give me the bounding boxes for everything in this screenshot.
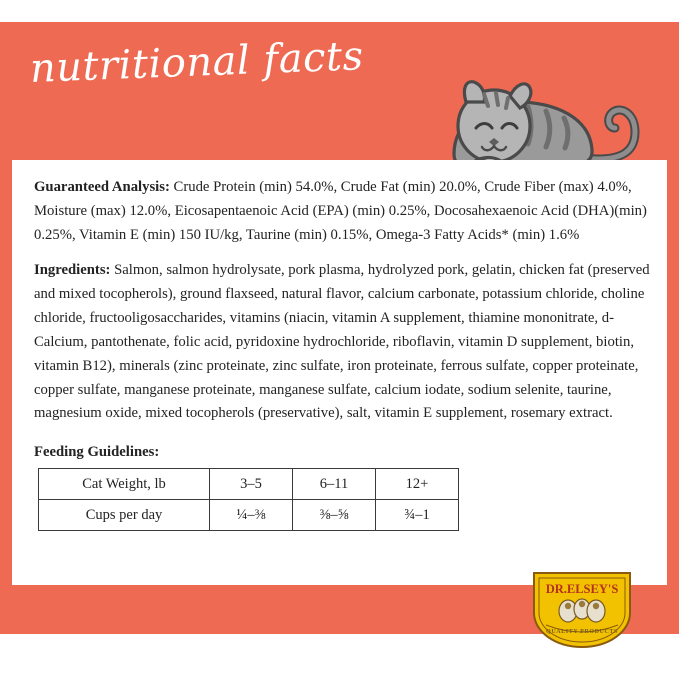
table-row-header: Cat Weight, lb: [39, 469, 210, 500]
table-cell: 3–5: [210, 469, 293, 500]
ingredients-text: Salmon, salmon hydrolysate, pork plasma, hydrolyzed pork, gelatin, chicken fat (preserved and mixed tocopherols), ground flaxseed, natural flavor, calcium carbonate, potassium chloride, choline chloride, fructooligosaccharides, vitamins (niacin, vitamin A supplement, thiamine mononitrate, d-Calcium, pantothenate, folic acid, pyridoxine hydrochloride, riboflavin, vitamin D supplement, biotin, vitamin B12), minerals (zinc proteinate, zinc sulfate, iron proteinate, ferrous sulfate, copper proteinate, copper sulfate, manganese proteinate, manganese sulfate, calcium iodate, sodium selenite, taurine, magnesium oxide, mixed tocopherols (preservative), salt, vitamin E supplement, rosemary extract.: [34, 262, 650, 422]
ingredients-block: [34, 259, 654, 426]
table-row-header: Cups per day: [39, 500, 210, 531]
table-cell: ¾–1: [376, 500, 459, 531]
logo-tagline-text: QUALITY PRODUCTS: [546, 629, 618, 635]
feeding-guidelines-title: Feeding Guidelines:: [34, 444, 160, 461]
table-cell: 12+: [376, 469, 459, 500]
logo-brand-text: DR.ELSEY'S: [545, 582, 619, 596]
guaranteed-analysis-label: Guaranteed Analysis:: [34, 179, 170, 195]
brand-logo: [528, 565, 636, 653]
table-row: [39, 469, 459, 500]
guaranteed-analysis-block: [34, 176, 654, 247]
page-title: nutritional facts: [29, 33, 365, 92]
nutrition-content: [34, 176, 654, 531]
nutrition-content-card: [12, 160, 667, 585]
feeding-guidelines-table: [38, 468, 459, 531]
ingredients-label: Ingredients:: [34, 262, 111, 279]
guaranteed-analysis-text: Crude Protein (min) 54.0%, Crude Fat (min) 20.0%, Crude Fiber (max) 4.0%, Moisture (max) 12.0%, Eicosapentaenoic Acid (EPA) (min) 0.25%, Docosahexaenoic Acid (DHA)(min) 0.25%, Vitamin E (min) 150 IU/kg, Taurine (min) 0.15%, Omega-3 Fatty Acids* (min) 1.6%: [34, 179, 647, 243]
table-cell: 6–11: [293, 469, 376, 500]
table-cell: ¼–⅜: [210, 500, 293, 531]
table-row: [39, 500, 459, 531]
table-cell: ⅜–⅝: [293, 500, 376, 531]
